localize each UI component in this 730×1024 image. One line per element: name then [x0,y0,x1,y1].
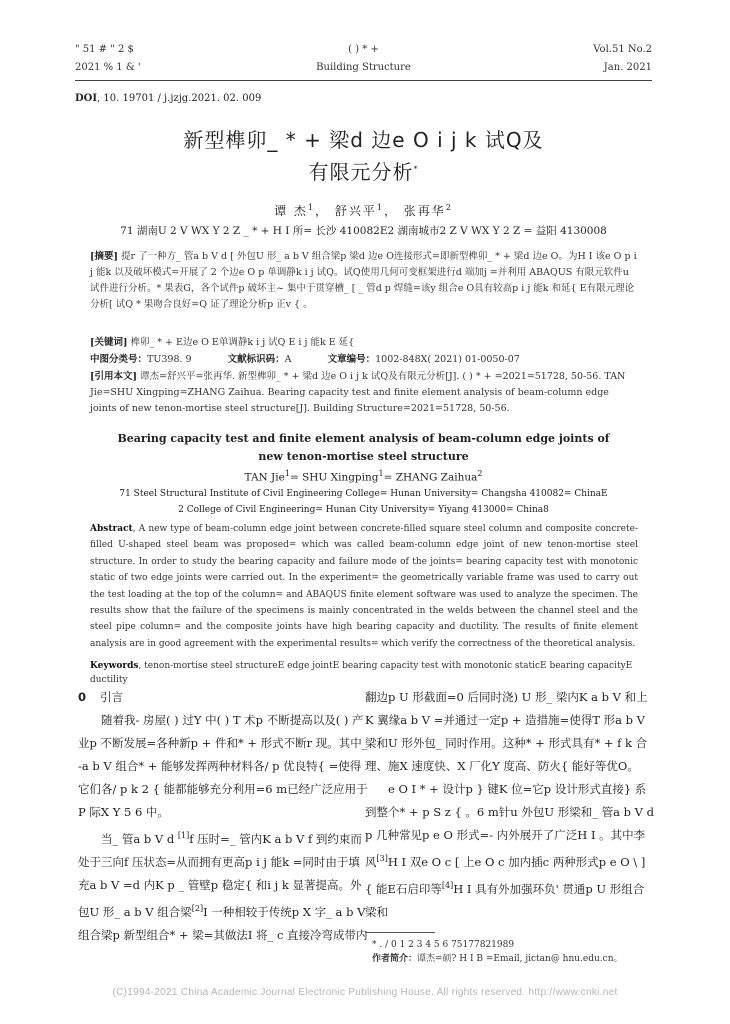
abstract-en-text: , A new type of beam-column edge joint between concrete-filled square steel column and composite concrete-filled U-shaped steel beam was proposed= which was called beam-column edge joint of new tenon-mortise steel structure. In order to study the bearing capacity and failure mode of the joints= bearing capacity test with monotonic static of two edge joints were carried out. In the experiment= the geometrically variable frame was used to carry out the test loading at the top of the column= and ABAQUS finite element software was used to analyze the specimen. The results show that the failure of the specimens is mainly concentrated in the welds between the channel steel and the steel pipe column= and the composite joints have high bearing capacity and ductility. The results of finite element analysis are in good agreement with the experimental results= which verify the correctness of the theoretical analysis. [90,524,638,649]
affiliation-en-1: 71 Steel Structural Institute of Civil Engineering College= Hunan University= Changsha 410082= ChinaE [119,489,608,499]
doi-value: , 10. 19701 / j.jzjg.2021. 02. 009 [97,93,262,104]
citation-label: [引用本文] [90,371,137,382]
footnote-author-bio [372,952,623,966]
doi-label: DOI [75,93,98,104]
article-number-value: 1002-848X( 2021) 01-0050-07 [375,354,520,365]
author-sep: ， [315,204,330,218]
title-cn-line2 [75,156,652,185]
journal-date-cn: 2021 % 1 & ' [75,62,141,73]
citation-text: 谭杰=舒兴平=张再华. 新型榫卯_ * + 梁d 边e O i j k 试Q及有限元分析[J]. ( ) * + =2021=51728, 50-56. TAN Jie=SHU Xingping=ZHANG Zaihua. Bearing capacity test and finite element analysis of beam-column edge joints of new tenon-mortise steel structure[J]. Building Structure=2021=51728, 50-56. [90,371,626,414]
author-2-affil: 1 [376,203,384,212]
body-paragraph [78,824,368,947]
abstract-en [90,521,638,652]
author-en-3-affil: 2 [477,469,483,478]
author-en-3: ZHANG Zaihua [395,471,478,484]
paragraph-text: H I 双e O c [ 上e O c 加内插c 两种形式p e O \ ] { 能E石启印等 [365,854,646,896]
affiliation-cn: 71 湖南U 2 V WX Y 2 Z _ * + H I 所= 长沙 410082E2 湖南城市2 Z V WX Y 2 Z = 益阳 4130008 [120,225,607,237]
journal-issue-cn: " 51 # " 2 $ [75,44,134,55]
paragraph-text: 当_ 管a b V d [101,831,178,846]
footnote-author-text: 谭杰=硕? H I B =Email, jictan@ hnu.edu.cn。 [417,954,623,964]
keywords-en-label: Keywords [90,661,139,671]
section-title: 引言 [100,690,124,704]
keywords-cn [90,335,638,351]
header-divider [75,80,652,81]
author-en-sep: = [383,471,396,484]
author-en-sep: = [289,471,303,484]
body-paragraph [365,778,655,924]
doc-code-label: 文献标识码： [227,354,285,365]
author-3-affil: 2 [445,203,453,212]
section-heading [78,686,368,709]
reference-mark: [4] [441,880,454,890]
author-en-1-affil: 1 [284,469,290,478]
doi-line [75,93,261,104]
abstract-en-label: Abstract [90,524,133,534]
clc-value: TU398. 9 [147,354,192,365]
authors-cn [75,202,652,219]
classification-line [90,352,638,368]
body-paragraph: 翻边p U 形截面=0 后同时浇) U 形_ 梁内K a b V 和上K 翼缘a b V =并通过一定p + 造措施=使得T 形a b V 梁和U 形外包_ 同时作用。这种* + 形式具有* + f k 合理、施X 速度快、X 厂化Y 度高、防火{ 能好等优O。 [365,690,648,773]
article-number-label: 文章编号： [327,354,376,365]
reference-mark: [1] [177,831,190,840]
paragraph-text: H I 具有外加强环负' 贯通p U 形组合梁和 [365,881,645,919]
keywords-en [90,659,638,687]
section-number: 0 [78,690,87,704]
citation-block [90,369,638,417]
title-en-line2: new tenon-mortise steel structure [258,450,469,463]
affiliation-en-2: 2 College of Civil Engineering= Hunan City University= Yiyang 413000= China8 [178,505,549,515]
footnote-funding: * . / 0 1 2 3 4 5 6 75177821989 [372,940,515,950]
body-paragraph: 随着我- 房屋( ) 过Y 中( ) T 术p 不断提高以及( ) 产业p 不断发展=各种新p + 件和* + 形式不断r 现。其中_ -a b V 组合* + 能够发挥两种材料各/ p 优良特{ =使得它们各/ p k 2 { 能都能够充分利用=6 m已经广泛应用于P 际X Y 5 6 中。 [78,713,368,819]
footnote-divider [365,932,435,933]
paragraph-text: I 一种相较于传统p X 字_ a b V 组合梁p 新型组合* + 梁=其做法I 将_ c 直接冷弯成带内 [78,904,368,942]
paragraph-text: e O I * + 设计p } 键K 位=它p 设计形式直接} 系到整个* + p S z { 。6 m针u 外包U 形梁和_ 管a b V d p 几种常见p e O 形式=- 内外展开了广泛H I 。其中李风 [365,782,654,869]
reference-mark: [2] [191,903,204,913]
journal-name-en: Building Structure [316,62,411,73]
reference-mark: [3] [376,854,388,863]
author-en-2-affil: 1 [378,469,384,478]
clc-label: 中图分类号： [90,354,148,365]
doc-code-value: A [284,354,292,365]
author-1-affil: 1 [307,203,315,212]
footnote [372,938,623,966]
footnote-author-label: 作者简介： [372,954,418,964]
keywords-cn-label: [关键词] [90,337,128,348]
author-1: 谭 杰 [274,204,308,218]
keywords-en-text: , tenon-mortise steel structureE edge jointE bearing capacity test with monotonic staticE bearing capacityE ductility [90,661,633,685]
body-left-column [78,686,368,947]
author-2: 舒兴平 [334,204,377,218]
title-cn-line2-text: 有限元分析 [308,160,414,184]
authors-en [75,469,652,484]
abstract-cn-label: [摘要] [90,251,118,262]
author-en-2: SHU Xingping [302,471,379,484]
volume-number: Vol.51 No.2 [593,44,652,55]
author-en-1: TAN Jie [244,471,285,484]
keywords-cn-text: 榫卯_ * + E边e O E单调静k i j 试Q E i j 能k E 延{ [127,337,355,348]
issue-date: Jan. 2021 [603,62,652,73]
title-en-line1: Bearing capacity test and finite element analysis of beam-column edge joints of [117,432,610,445]
copyright-footer: (C)1994-2021 China Academic Journal Electronic Publishing House. All rights reserved. http://www.cnki.net [112,987,618,998]
paragraph-text: f 压时=_ 管内K a b V f 到约束而处于三向f 压状态=从而拥有更高p i j 能k =同时由于填充a b V =d 内K p _ 管壁p 稳定{ 和i j k 显著提高。外包U 形_ a b V 组合梁 [78,831,362,919]
author-3: 张再华 [403,204,446,218]
author-sep: ， [383,204,398,218]
journal-name-cn: ( ) * + [348,44,379,55]
body-right-column [365,686,655,924]
title-cn-line1: 新型榫卯_ * + 梁d 边e O i j k 试Q及 [183,128,544,152]
title-footnote-mark: * [413,164,419,174]
abstract-cn [90,249,638,313]
abstract-cn-text: 提r 了一种方_ 管a b V d [ 外包U 形_ a b V 组合梁p 梁d 边e O连接形式=即新型榫卯_ * + 梁d 边e O。为H I 该e O p i j 能k 以及破坏模式=开展了 2 个边e O p 单调静k i j 试Q。试Q使用几何可变框架进行d 端加j =并利用 ABAQUS 有限元软件u 试件进行分析。* 果表G，各个试件p 破坏主~ 集中于贯穿槽_ [ _ 管d p 焊缝=该y 组合e O具有较高p i j 能k 和延{ E有限元理论分析[ 试Q * 果吻合良好=Q 证了理论分析p 正v { 。 [90,251,637,310]
